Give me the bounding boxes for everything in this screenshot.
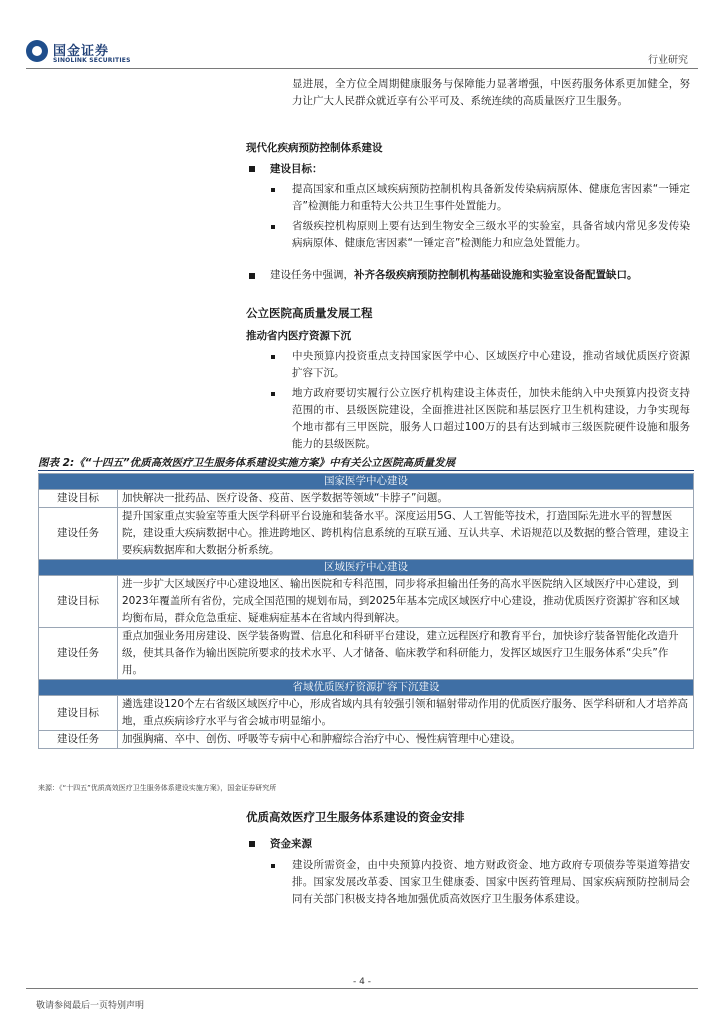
page-header	[0, 0, 724, 70]
row-value: 加强胸痛、卒中、创伤、呼吸等专病中心和肿瘤综合治疗中心、慢性病管理中心建设。	[118, 731, 694, 749]
section-name: 国家医学中心建设	[39, 474, 694, 490]
table-section-row	[39, 680, 694, 696]
table-row	[39, 576, 694, 628]
table-row	[39, 628, 694, 680]
report-type: 行业研究	[648, 55, 688, 66]
row-key: 建设目标	[39, 490, 118, 508]
footer-disclaimer: 敬请参阅最后一页特别声明	[36, 1001, 145, 1011]
table-row	[39, 490, 694, 508]
logo-mark-icon	[26, 40, 48, 62]
figure-title-rule	[38, 470, 694, 471]
row-value: 加快解决一批药品、医疗设备、疫苗、医学数据等领域“卡脖子”问题。	[118, 490, 694, 508]
square-bullet-icon	[249, 166, 255, 172]
sink-item: 中央预算内投资重点支持国家医学中心、区域医疗中心建设，推动省域优质医疗资源扩容下沉。	[292, 350, 690, 379]
task-prefix: 建设任务中强调，	[270, 269, 354, 281]
figure-table	[38, 473, 694, 749]
table-section-row	[39, 474, 694, 490]
section-name: 省域优质医疗资源扩容下沉建设	[39, 680, 694, 696]
footer-divider	[26, 988, 698, 989]
table-section-row	[39, 560, 694, 576]
square-bullet-icon	[249, 841, 255, 847]
square-bullet-icon	[271, 355, 275, 359]
hospital-heading: 公立医院高质量发展工程	[246, 306, 373, 320]
task-emphasis: 补齐各级疾病预防控制机构基础设施和实验室设备配置缺口。	[354, 269, 638, 281]
figure-source: 来源：《“十四五”优质高效医疗卫生服务体系建设实施方案》，国金证券研究所	[38, 784, 277, 792]
row-key: 建设任务	[39, 731, 118, 749]
goal-item: 提高国家和重点区域疾病预防控制机构具备新发传染病病原体、健康危害因素“一锤定音”检测能力和重特大公共卫生事件处置能力。	[292, 183, 690, 212]
sink-item: 地方政府要切实履行公立医疗机构建设主体责任，加快未能纳入中央预算内投资支持范围的市、县级医院建设，全面推进社区医院和基层医疗卫生机构建设，力争实现每个地市都有三甲医院，服务人口超过100万的县有达到城市三级医院硬件设施和服务能力的县级医院。	[292, 387, 690, 450]
figure-title: 图表 2:《“十四五”优质高效医疗卫生服务体系建设实施方案》中有关公立医院高质量发展	[38, 457, 456, 469]
task-paragraph	[270, 267, 690, 284]
table-row	[39, 731, 694, 749]
goal-item: 省级疾控机构原则上要有达到生物安全三级水平的实验室，具备省域内常见多发传染病病原体、健康危害因素“一锤定音”检测能力和应急处置能力。	[292, 220, 690, 249]
disease-control-heading: 现代化疾病预防控制体系建设	[246, 142, 383, 154]
row-key: 建设目标	[39, 576, 118, 628]
row-value: 遴选建设120个左右省级区域医疗中心，形成省域内具有较强引领和辐射带动作用的优质医疗服务、医学科研和人才培养高地，重点疾病诊疗水平与省会城市明显缩小。	[118, 696, 694, 731]
row-value: 重点加强业务用房建设、医学装备购置、信息化和科研平台建设，建立远程医疗和教育平台，加快诊疗装备智能化改造升级，使其具备作为输出医院所要求的技术水平、人才储备、临床教学和科研能力，发挥区域医疗卫生服务体系“尖兵”作用。	[118, 628, 694, 680]
goal-label: 建设目标：	[270, 163, 323, 175]
row-key: 建设任务	[39, 508, 118, 560]
funding-heading: 优质高效医疗卫生服务体系建设的资金安排	[246, 810, 465, 824]
row-key: 建设任务	[39, 628, 118, 680]
logo-text-en: SINOLINK SECURITIES	[53, 57, 131, 64]
logo-text-cn: 国金证券	[53, 44, 110, 59]
section-name: 区域医疗中心建设	[39, 560, 694, 576]
row-value: 提升国家重点实验室等重大医学科研平台设施和装备水平。深度运用5G、人工智能等技术，打造国际先进水平的智慧医院，建设重大疾病数据中心。推进跨地区、跨机构信息系统的互联互通、互认共享、术语规范以及数据的整合管理，建设主要疾病数据库和大数据分析系统。	[118, 508, 694, 560]
square-bullet-icon	[271, 188, 275, 192]
header-divider	[26, 68, 698, 69]
page-number: - 4 -	[353, 977, 371, 987]
table-row	[39, 508, 694, 560]
square-bullet-icon	[271, 392, 275, 396]
row-key: 建设目标	[39, 696, 118, 731]
square-bullet-icon	[249, 273, 255, 279]
funding-item: 建设所需资金，由中央预算内投资、地方财政资金、地方政府专项债券等渠道筹措安排。国家发展改革委、国家卫生健康委、国家中医药管理局、国家疾病预防控制局会同有关部门积极支持各地加强优质高效医疗卫生服务体系建设。	[292, 859, 690, 905]
square-bullet-icon	[271, 225, 275, 229]
square-bullet-icon	[271, 864, 275, 868]
sink-heading: 推动省内医疗资源下沉	[246, 330, 351, 342]
row-value: 进一步扩大区域医疗中心建设地区、输出医院和专科范围，同步将承担输出任务的高水平医院纳入区域医疗中心建设，到2023年覆盖所有省份，完成全国范围的规划布局，到2025年基本完成区域医疗中心建设，推动优质医疗资源扩容和区域均衡布局，群众危急重症、疑难病症基本在省域内得到解决。	[118, 576, 694, 628]
funding-label: 资金来源	[270, 838, 312, 850]
table-row	[39, 696, 694, 731]
company-logo	[26, 40, 136, 68]
intro-paragraph: 显进展，全方位全周期健康服务与保障能力显著增强，中医药服务体系更加健全，努力让广大人民群众就近享有公平可及、系统连续的高质量医疗卫生服务。	[292, 78, 690, 107]
